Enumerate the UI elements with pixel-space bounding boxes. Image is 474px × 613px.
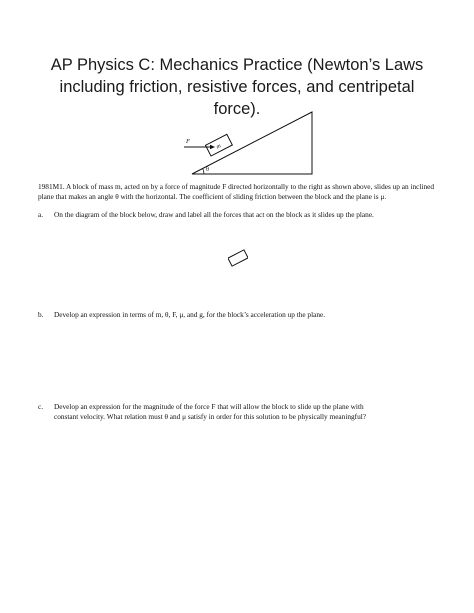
question-a <box>38 210 438 220</box>
question-b <box>38 310 438 320</box>
mass-label: m <box>215 143 223 151</box>
question-b-text: Develop an expression in terms of m, θ, F, μ, and g, for the block’s acceleration up the plane. <box>54 310 326 319</box>
block-m <box>205 134 232 156</box>
force-label: F <box>186 138 190 145</box>
problem-statement: 1981M1. A block of mass m, acted on by a force of magnitude F directed horizontally to the right as shown above, slides up an inclined plane that makes an angle θ with the horizontal. The coefficient of sliding friction between the block and the plane is μ. <box>38 182 434 201</box>
question-c-text-line1: Develop an expression for the magnitude of the force F that will allow the block to slide up the plane with <box>54 402 364 411</box>
question-a-label: a. <box>38 210 44 219</box>
question-c <box>38 402 438 421</box>
question-a-text: On the diagram of the block below, draw and label all the forces that act on the block as it slides up the plane. <box>54 210 374 219</box>
free-body-block <box>228 248 248 268</box>
question-c-label: c. <box>38 402 44 411</box>
question-c-text-line2: constant velocity. What relation must θ and μ satisfy in order for this solution to be physically meaningful? <box>54 411 366 421</box>
page-title: AP Physics C: Mechanics Practice (Newton’s Laws including friction, resistive forces, and centripetal force). <box>50 56 424 118</box>
question-b-label: b. <box>38 310 44 319</box>
angle-arc <box>203 169 204 175</box>
angle-label: θ <box>206 167 209 173</box>
incline-diagram <box>170 108 330 178</box>
